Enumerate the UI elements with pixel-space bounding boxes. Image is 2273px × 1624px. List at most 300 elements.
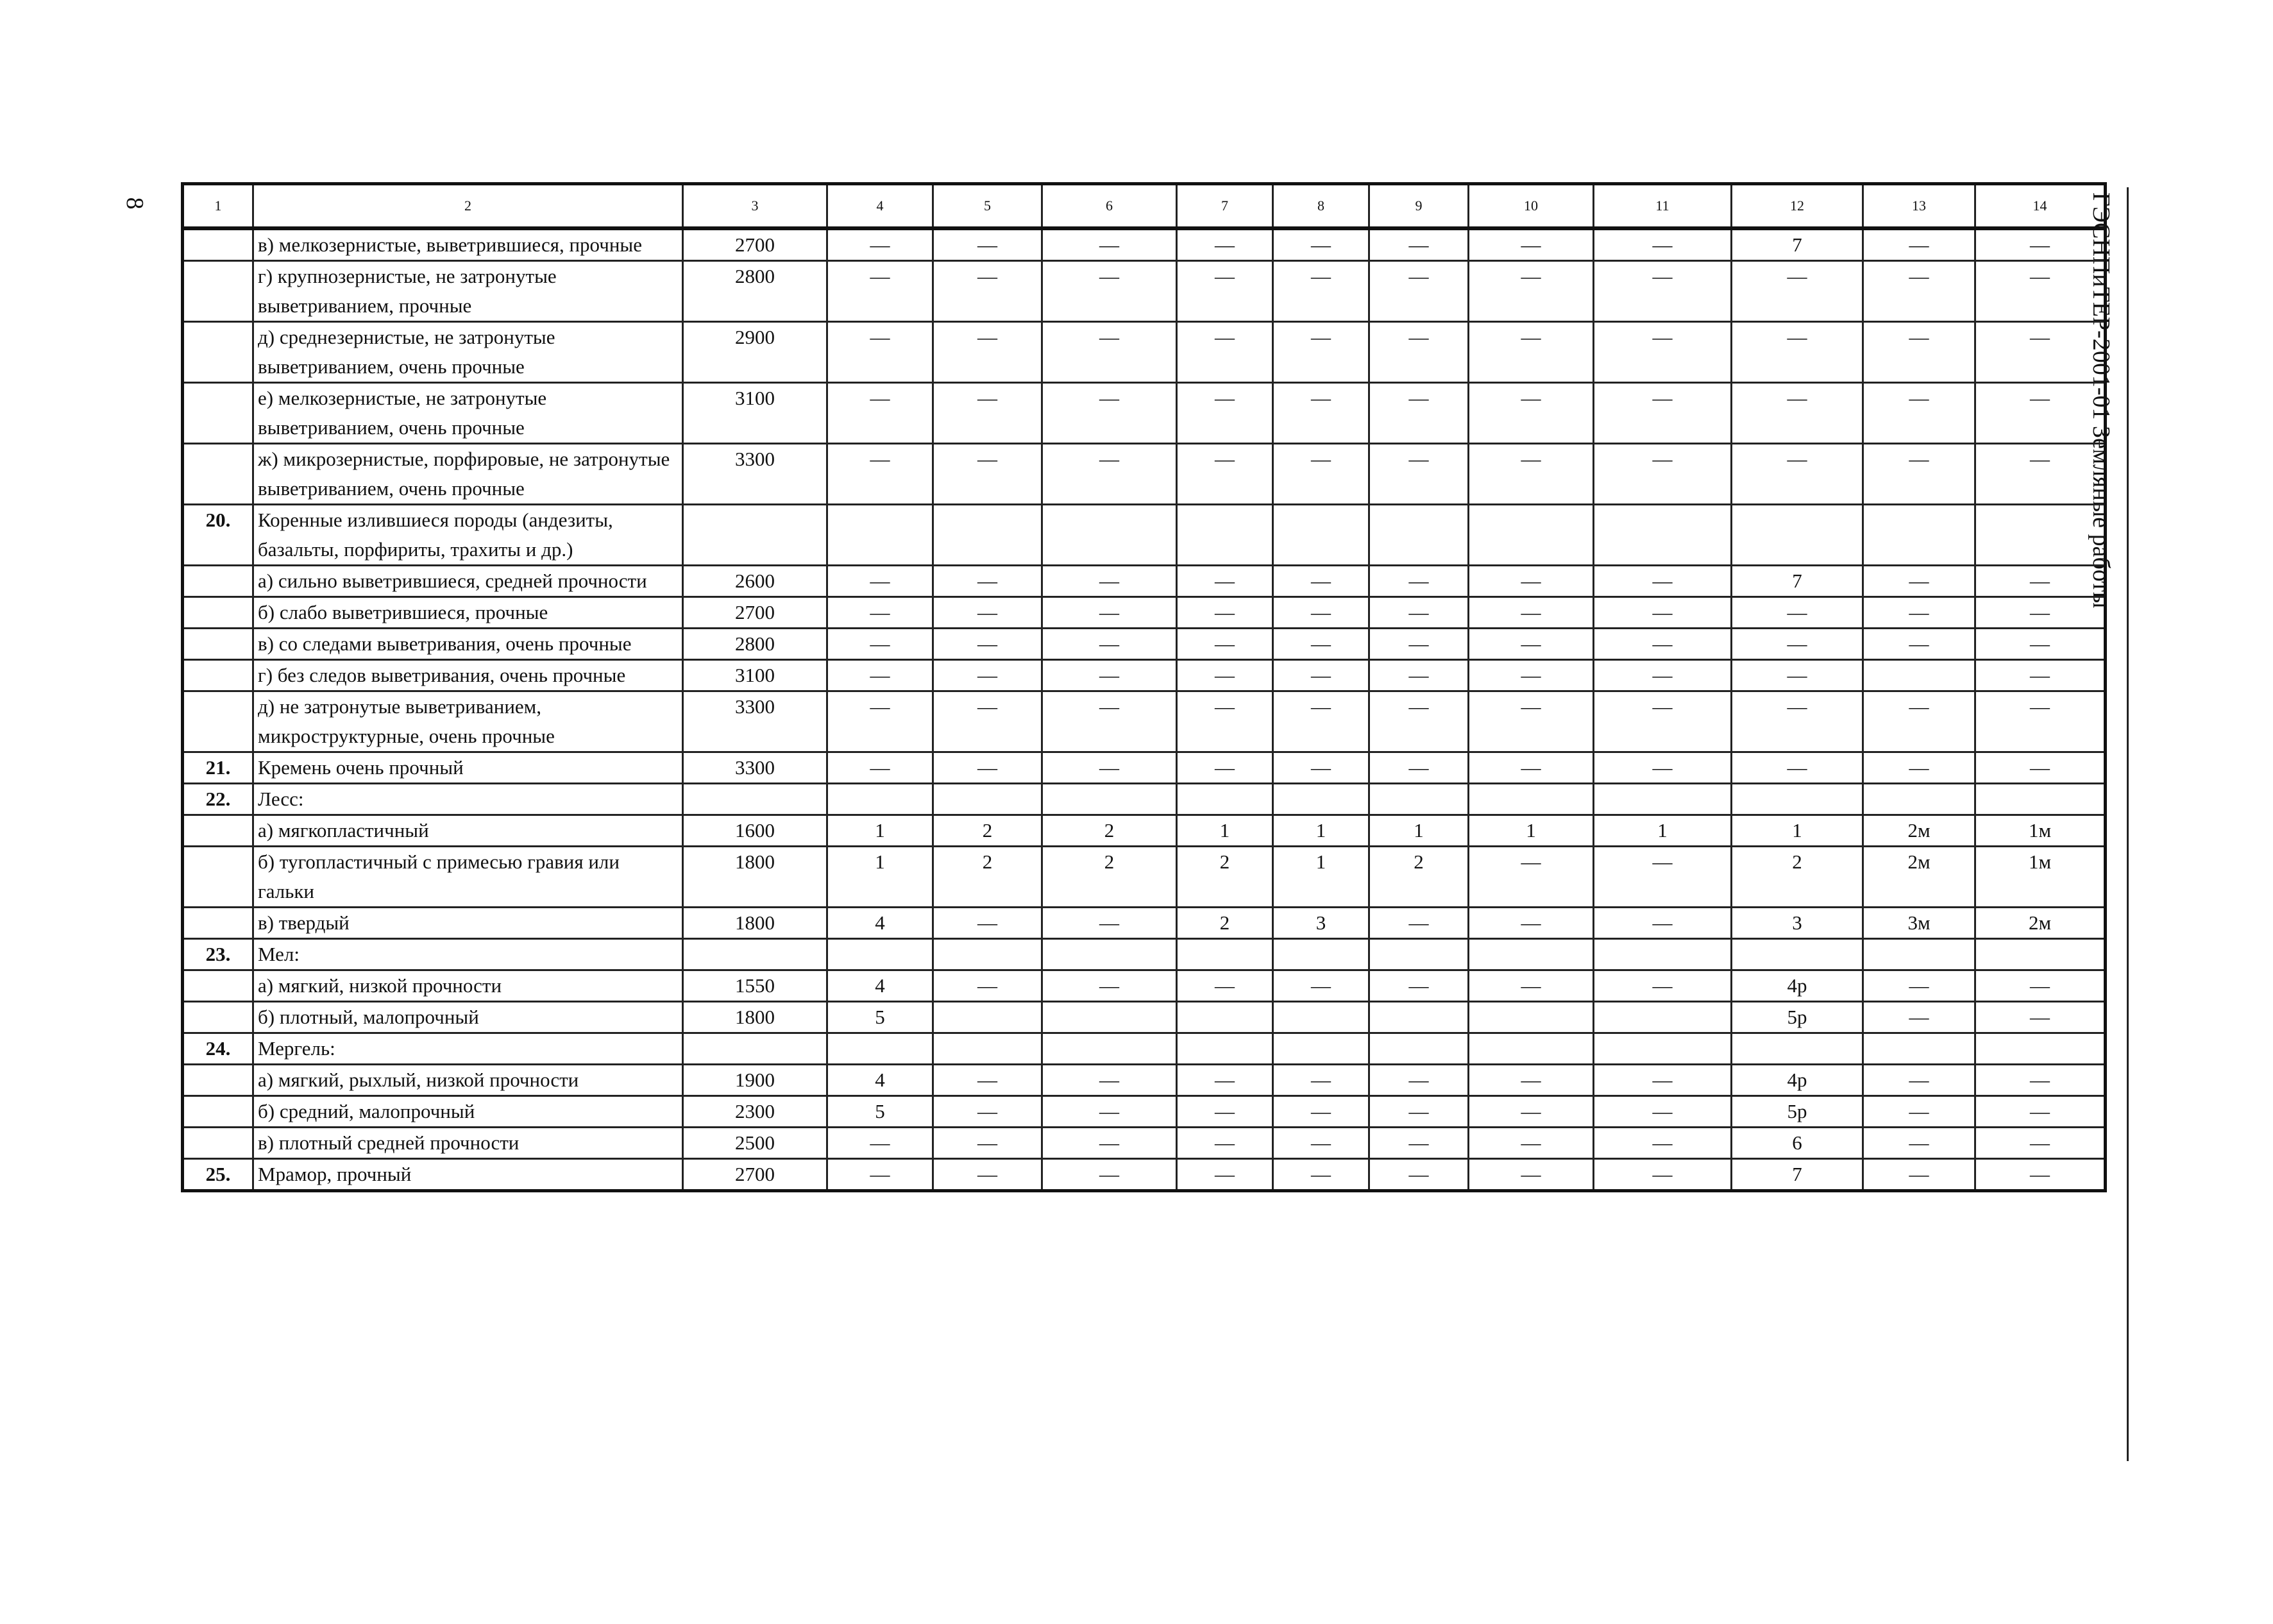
group-value-cell: — <box>1863 752 1975 784</box>
soil-name-cell: Кремень очень прочный <box>253 752 683 784</box>
group-value-cell: — <box>1469 597 1594 629</box>
density-cell: 3100 <box>683 383 827 444</box>
page-number: 8 <box>121 197 148 210</box>
group-value-cell: — <box>1177 228 1273 261</box>
group-value-cell: — <box>1732 322 1863 383</box>
row-number-cell <box>183 908 253 939</box>
column-header: 14 <box>1975 184 2106 229</box>
group-value-cell: — <box>1594 322 1732 383</box>
group-value-cell <box>1975 505 2106 566</box>
column-header: 3 <box>683 184 827 229</box>
group-value-cell: — <box>1042 1065 1177 1096</box>
group-value-cell: — <box>1594 1096 1732 1128</box>
row-number-cell <box>183 1128 253 1159</box>
group-value-cell <box>1177 939 1273 970</box>
group-value-cell: 1 <box>1369 815 1469 847</box>
density-cell: 1800 <box>683 908 827 939</box>
density-cell: 3300 <box>683 752 827 784</box>
table-row <box>183 322 2106 383</box>
group-value-cell: — <box>933 566 1042 597</box>
group-value-cell: — <box>827 597 933 629</box>
group-value-cell: — <box>1863 261 1975 322</box>
group-value-cell: — <box>1042 691 1177 752</box>
group-value-cell <box>1273 784 1369 815</box>
group-value-cell: 1 <box>1469 815 1594 847</box>
group-value-cell: 4 <box>827 970 933 1002</box>
group-value-cell <box>1177 505 1273 566</box>
soil-name-cell: д) среднезернистые, не затронутые выветриванием, очень прочные <box>253 322 683 383</box>
group-value-cell <box>1042 505 1177 566</box>
group-value-cell: — <box>1469 261 1594 322</box>
group-value-cell: — <box>1273 322 1369 383</box>
column-header: 4 <box>827 184 933 229</box>
group-value-cell: — <box>1594 847 1732 908</box>
group-value-cell <box>1369 505 1469 566</box>
row-number-cell: 25. <box>183 1159 253 1191</box>
group-value-cell: — <box>933 752 1042 784</box>
group-value-cell: — <box>1042 1096 1177 1128</box>
column-header: 10 <box>1469 184 1594 229</box>
group-value-cell: — <box>1975 970 2106 1002</box>
row-number-cell <box>183 970 253 1002</box>
group-value-cell: — <box>1273 691 1369 752</box>
group-value-cell: — <box>1594 1159 1732 1191</box>
group-value-cell: — <box>1732 383 1863 444</box>
group-value-cell: 1 <box>1177 815 1273 847</box>
group-value-cell: 5р <box>1732 1002 1863 1033</box>
group-value-cell: — <box>1469 970 1594 1002</box>
density-cell: 3300 <box>683 444 827 505</box>
group-value-cell <box>827 1033 933 1065</box>
group-value-cell: — <box>1369 1159 1469 1191</box>
group-value-cell: 2 <box>933 815 1042 847</box>
group-value-cell: 1 <box>1732 815 1863 847</box>
density-cell: 2800 <box>683 629 827 660</box>
group-value-cell: — <box>1975 597 2106 629</box>
group-value-cell: — <box>1273 228 1369 261</box>
group-value-cell <box>1732 784 1863 815</box>
group-value-cell: — <box>1469 322 1594 383</box>
group-value-cell: — <box>1273 629 1369 660</box>
group-value-cell: — <box>1863 1002 1975 1033</box>
table-row <box>183 597 2106 629</box>
column-header: 5 <box>933 184 1042 229</box>
table-row <box>183 1065 2106 1096</box>
group-value-cell: 1 <box>1594 815 1732 847</box>
group-value-cell: — <box>933 691 1042 752</box>
group-value-cell: — <box>1042 1128 1177 1159</box>
table-row <box>183 1033 2106 1065</box>
table-row <box>183 752 2106 784</box>
group-value-cell: — <box>1042 752 1177 784</box>
group-value-cell: — <box>1594 970 1732 1002</box>
group-value-cell: — <box>1469 228 1594 261</box>
group-value-cell: — <box>1594 908 1732 939</box>
group-value-cell: 7 <box>1732 566 1863 597</box>
density-cell: 2900 <box>683 322 827 383</box>
group-value-cell: 1 <box>827 815 933 847</box>
group-value-cell: — <box>1177 1159 1273 1191</box>
group-value-cell: — <box>933 1159 1042 1191</box>
row-number-cell <box>183 261 253 322</box>
group-value-cell: 1м <box>1975 847 2106 908</box>
group-value-cell: — <box>933 597 1042 629</box>
group-value-cell: — <box>1469 752 1594 784</box>
group-value-cell: — <box>1732 752 1863 784</box>
group-value-cell <box>933 1033 1042 1065</box>
group-value-cell <box>1177 1033 1273 1065</box>
group-value-cell: — <box>1469 444 1594 505</box>
group-value-cell: — <box>1042 597 1177 629</box>
row-number-cell <box>183 1096 253 1128</box>
group-value-cell: — <box>1469 566 1594 597</box>
group-value-cell: — <box>1273 1159 1369 1191</box>
row-number-cell: 20. <box>183 505 253 566</box>
group-value-cell: — <box>1594 261 1732 322</box>
group-value-cell: — <box>933 1128 1042 1159</box>
density-cell: 2300 <box>683 1096 827 1128</box>
table-row <box>183 970 2106 1002</box>
group-value-cell: — <box>1469 691 1594 752</box>
group-value-cell: — <box>1042 322 1177 383</box>
group-value-cell: — <box>933 444 1042 505</box>
soil-name-cell: Мрамор, прочный <box>253 1159 683 1191</box>
group-value-cell: — <box>1594 752 1732 784</box>
group-value-cell: — <box>1177 322 1273 383</box>
group-value-cell: — <box>1863 1065 1975 1096</box>
group-value-cell: 5 <box>827 1002 933 1033</box>
soil-name-cell: д) не затронутые выветриванием, микроструктурные, очень прочные <box>253 691 683 752</box>
density-cell: 3100 <box>683 660 827 691</box>
group-value-cell: — <box>1975 383 2106 444</box>
group-value-cell: — <box>1177 1128 1273 1159</box>
group-value-cell: — <box>1863 691 1975 752</box>
soil-name-cell: Лесс: <box>253 784 683 815</box>
soil-name-cell: а) мягкий, низкой прочности <box>253 970 683 1002</box>
group-value-cell <box>827 939 933 970</box>
group-value-cell: — <box>1732 444 1863 505</box>
soil-name-cell: а) сильно выветрившиеся, средней прочности <box>253 566 683 597</box>
group-value-cell <box>1594 784 1732 815</box>
group-value-cell: — <box>1469 1128 1594 1159</box>
group-value-cell: 4р <box>1732 1065 1863 1096</box>
group-value-cell: 2м <box>1863 815 1975 847</box>
group-value-cell: — <box>1369 383 1469 444</box>
group-value-cell: — <box>1273 444 1369 505</box>
table-row <box>183 1096 2106 1128</box>
group-value-cell: — <box>1369 1096 1469 1128</box>
density-cell: 2500 <box>683 1128 827 1159</box>
group-value-cell: — <box>1273 1096 1369 1128</box>
group-value-cell <box>1469 1002 1594 1033</box>
group-value-cell: — <box>1469 908 1594 939</box>
group-value-cell: — <box>1975 566 2106 597</box>
group-value-cell: — <box>827 444 933 505</box>
group-value-cell: — <box>1594 597 1732 629</box>
column-header: 9 <box>1369 184 1469 229</box>
group-value-cell: — <box>1042 261 1177 322</box>
group-value-cell: — <box>827 383 933 444</box>
row-number-cell: 24. <box>183 1033 253 1065</box>
group-value-cell <box>827 505 933 566</box>
soil-name-cell: в) твердый <box>253 908 683 939</box>
group-value-cell: — <box>1273 1128 1369 1159</box>
group-value-cell: 2 <box>1042 815 1177 847</box>
group-value-cell: — <box>1177 261 1273 322</box>
group-value-cell: — <box>1469 1096 1594 1128</box>
soil-name-cell: е) мелкозернистые, не затронутые выветриванием, очень прочные <box>253 383 683 444</box>
group-value-cell <box>1042 939 1177 970</box>
group-value-cell: — <box>1369 322 1469 383</box>
group-value-cell: 3 <box>1273 908 1369 939</box>
group-value-cell <box>1863 939 1975 970</box>
row-number-cell <box>183 444 253 505</box>
density-cell: 1900 <box>683 1065 827 1096</box>
density-cell: 2800 <box>683 261 827 322</box>
row-number-cell <box>183 1002 253 1033</box>
group-value-cell: 2 <box>1369 847 1469 908</box>
table-row <box>183 908 2106 939</box>
group-value-cell: — <box>1594 566 1732 597</box>
group-value-cell: — <box>1469 847 1594 908</box>
row-number-cell <box>183 597 253 629</box>
density-cell: 2700 <box>683 597 827 629</box>
group-value-cell: — <box>827 691 933 752</box>
table-row <box>183 383 2106 444</box>
group-value-cell: — <box>1369 444 1469 505</box>
group-value-cell: — <box>1975 660 2106 691</box>
group-value-cell <box>1863 660 1975 691</box>
table-row <box>183 939 2106 970</box>
group-value-cell: — <box>1975 1128 2106 1159</box>
row-number-cell <box>183 847 253 908</box>
group-value-cell: — <box>1369 908 1469 939</box>
group-value-cell: — <box>1469 383 1594 444</box>
group-value-cell <box>1042 1033 1177 1065</box>
group-value-cell: 6 <box>1732 1128 1863 1159</box>
group-value-cell: — <box>1863 444 1975 505</box>
group-value-cell: — <box>1369 566 1469 597</box>
group-value-cell <box>1975 784 2106 815</box>
group-value-cell <box>1732 505 1863 566</box>
density-cell: 2700 <box>683 1159 827 1191</box>
row-number-cell <box>183 322 253 383</box>
group-value-cell: — <box>1469 629 1594 660</box>
group-value-cell: — <box>1975 1096 2106 1128</box>
soil-classification-table <box>181 182 2107 1192</box>
density-cell <box>683 1033 827 1065</box>
soil-name-cell: в) мелкозернистые, выветрившиеся, прочные <box>253 228 683 261</box>
column-header: 13 <box>1863 184 1975 229</box>
group-value-cell: — <box>827 322 933 383</box>
density-cell: 2600 <box>683 566 827 597</box>
group-value-cell: — <box>1369 261 1469 322</box>
soil-name-cell: в) со следами выветривания, очень прочные <box>253 629 683 660</box>
group-value-cell: — <box>827 629 933 660</box>
group-value-cell <box>1369 784 1469 815</box>
group-value-cell <box>1369 939 1469 970</box>
table-row <box>183 261 2106 322</box>
row-number-cell: 21. <box>183 752 253 784</box>
group-value-cell: — <box>1042 228 1177 261</box>
group-value-cell: — <box>1863 228 1975 261</box>
density-cell: 1800 <box>683 847 827 908</box>
group-value-cell: — <box>933 970 1042 1002</box>
soil-name-cell: б) средний, малопрочный <box>253 1096 683 1128</box>
table-row <box>183 660 2106 691</box>
soil-name-cell: Мел: <box>253 939 683 970</box>
group-value-cell: — <box>933 629 1042 660</box>
column-header: 2 <box>253 184 683 229</box>
group-value-cell: — <box>1975 322 2106 383</box>
group-value-cell <box>1975 939 2106 970</box>
group-value-cell: — <box>933 1065 1042 1096</box>
group-value-cell <box>1594 1033 1732 1065</box>
group-value-cell: — <box>1863 1096 1975 1128</box>
table-row <box>183 1002 2106 1033</box>
group-value-cell: — <box>827 261 933 322</box>
group-value-cell: — <box>1732 660 1863 691</box>
group-value-cell: 1 <box>827 847 933 908</box>
group-value-cell: — <box>1863 1159 1975 1191</box>
group-value-cell: — <box>1042 383 1177 444</box>
group-value-cell: — <box>1177 691 1273 752</box>
group-value-cell <box>1369 1002 1469 1033</box>
group-value-cell <box>933 939 1042 970</box>
group-value-cell: 2 <box>1177 847 1273 908</box>
column-number-row <box>183 184 2106 229</box>
group-value-cell: 4 <box>827 1065 933 1096</box>
soil-name-cell: а) мягкопластичный <box>253 815 683 847</box>
group-value-cell: — <box>933 660 1042 691</box>
group-value-cell: — <box>1975 629 2106 660</box>
group-value-cell: — <box>1369 752 1469 784</box>
group-value-cell: — <box>1369 228 1469 261</box>
group-value-cell: — <box>1369 1065 1469 1096</box>
group-value-cell: 4 <box>827 908 933 939</box>
group-value-cell: — <box>1594 228 1732 261</box>
group-value-cell: — <box>827 1128 933 1159</box>
density-cell <box>683 939 827 970</box>
group-value-cell: — <box>1732 691 1863 752</box>
row-number-cell <box>183 691 253 752</box>
group-value-cell: — <box>1863 383 1975 444</box>
group-value-cell: — <box>1042 970 1177 1002</box>
group-value-cell: — <box>1273 566 1369 597</box>
group-value-cell <box>1177 784 1273 815</box>
group-value-cell <box>1273 505 1369 566</box>
group-value-cell: — <box>933 908 1042 939</box>
group-value-cell: 1м <box>1975 815 2106 847</box>
group-value-cell <box>1469 784 1594 815</box>
group-value-cell: — <box>1975 691 2106 752</box>
group-value-cell: — <box>1369 1128 1469 1159</box>
group-value-cell: — <box>1732 597 1863 629</box>
group-value-cell: — <box>1177 566 1273 597</box>
group-value-cell: — <box>1042 908 1177 939</box>
group-value-cell <box>1177 1002 1273 1033</box>
table-row <box>183 784 2106 815</box>
group-value-cell: 3м <box>1863 908 1975 939</box>
soil-name-cell: Коренные излившиеся породы (андезиты, базальты, порфириты, трахиты и др.) <box>253 505 683 566</box>
table-row <box>183 505 2106 566</box>
group-value-cell <box>933 1002 1042 1033</box>
group-value-cell <box>1273 939 1369 970</box>
group-value-cell: 2м <box>1863 847 1975 908</box>
soil-name-cell: а) мягкий, рыхлый, низкой прочности <box>253 1065 683 1096</box>
group-value-cell: — <box>827 1159 933 1191</box>
group-value-cell <box>1594 1002 1732 1033</box>
group-value-cell: — <box>933 322 1042 383</box>
group-value-cell: — <box>1975 228 2106 261</box>
column-header: 7 <box>1177 184 1273 229</box>
soil-name-cell: б) плотный, малопрочный <box>253 1002 683 1033</box>
group-value-cell <box>1594 505 1732 566</box>
group-value-cell <box>1042 1002 1177 1033</box>
group-value-cell: — <box>1975 1159 2106 1191</box>
group-value-cell <box>1273 1002 1369 1033</box>
group-value-cell <box>933 784 1042 815</box>
group-value-cell: — <box>827 566 933 597</box>
group-value-cell: — <box>933 261 1042 322</box>
group-value-cell: — <box>1273 383 1369 444</box>
group-value-cell <box>933 505 1042 566</box>
column-header: 6 <box>1042 184 1177 229</box>
group-value-cell: 5р <box>1732 1096 1863 1128</box>
group-value-cell: 2 <box>933 847 1042 908</box>
group-value-cell: — <box>1042 660 1177 691</box>
group-value-cell: — <box>827 228 933 261</box>
group-value-cell: — <box>1369 629 1469 660</box>
table-row <box>183 629 2106 660</box>
group-value-cell: — <box>1975 1002 2106 1033</box>
group-value-cell <box>1042 784 1177 815</box>
group-value-cell <box>1732 1033 1863 1065</box>
group-value-cell: — <box>1177 752 1273 784</box>
group-value-cell: — <box>1177 1096 1273 1128</box>
group-value-cell: — <box>1975 1065 2106 1096</box>
group-value-cell: — <box>1594 629 1732 660</box>
group-value-cell: — <box>933 228 1042 261</box>
group-value-cell: — <box>1975 261 2106 322</box>
soil-name-cell: г) крупнозернистые, не затронутые выветриванием, прочные <box>253 261 683 322</box>
group-value-cell <box>1975 1033 2106 1065</box>
group-value-cell: — <box>1273 752 1369 784</box>
group-value-cell: — <box>1469 660 1594 691</box>
group-value-cell: — <box>1863 1128 1975 1159</box>
group-value-cell <box>1469 939 1594 970</box>
group-value-cell: — <box>1042 444 1177 505</box>
density-cell: 3300 <box>683 691 827 752</box>
density-cell: 2700 <box>683 228 827 261</box>
group-value-cell: — <box>1273 970 1369 1002</box>
group-value-cell: — <box>1594 383 1732 444</box>
density-cell: 1800 <box>683 1002 827 1033</box>
group-value-cell <box>1469 1033 1594 1065</box>
group-value-cell: — <box>1369 660 1469 691</box>
group-value-cell: — <box>1177 597 1273 629</box>
group-value-cell: 5 <box>827 1096 933 1128</box>
group-value-cell: — <box>1042 629 1177 660</box>
group-value-cell: 2 <box>1177 908 1273 939</box>
group-value-cell: — <box>1273 1065 1369 1096</box>
group-value-cell: — <box>1042 1159 1177 1191</box>
group-value-cell: 2 <box>1042 847 1177 908</box>
group-value-cell: — <box>1177 629 1273 660</box>
row-number-cell: 23. <box>183 939 253 970</box>
group-value-cell <box>1594 939 1732 970</box>
row-number-cell <box>183 228 253 261</box>
